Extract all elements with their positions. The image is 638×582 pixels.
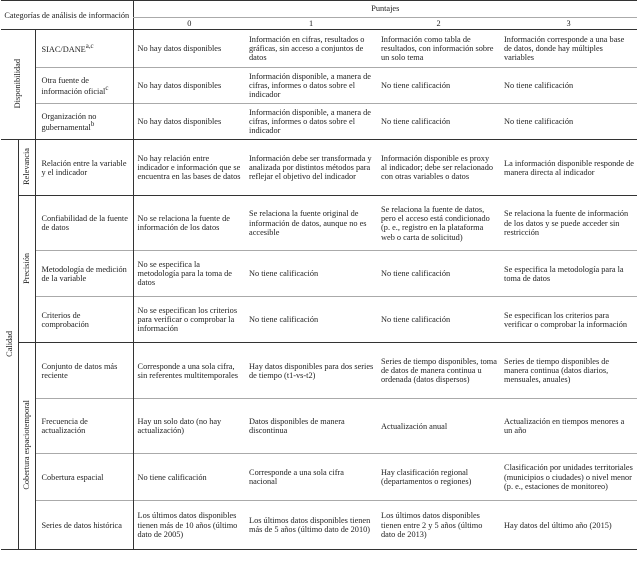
criterion-cell: Relación entre la variable y el indicador xyxy=(35,140,133,196)
score-cell: No tiene calificación xyxy=(504,117,574,127)
score-cell: Series de tiempo disponibles, toma de datos de manera continua u ordenada (datos dispersos) xyxy=(381,356,497,385)
score-cell: No tiene calificación xyxy=(381,117,451,127)
criterion-cell: Conjunto de datos más reciente xyxy=(35,343,133,399)
table-row xyxy=(1,196,637,251)
criterion-cell: Organización no gubernamental$^b$ xyxy=(35,104,133,140)
score-cell: Información en cifras, resultados o gráficas, sin acceso a conjuntos de datos xyxy=(249,34,365,63)
score-cell: Corresponde a una sola cifra, sin referentes multitemporales xyxy=(133,343,245,399)
score-cell: Se relaciona la fuente de información de los datos y se puede acceder sin restricción xyxy=(504,209,629,237)
criterion-cell: Criterios de comprobación xyxy=(35,297,133,343)
score-cell: Información disponible, a manera de cifras, informes o datos sobre el indicador xyxy=(249,107,371,136)
score-cell: No tiene calificación xyxy=(249,315,319,325)
score-cell: No se especifican los criterios para verificar o comprobar la información xyxy=(133,297,245,343)
score-1-header: 1 xyxy=(245,18,377,30)
score-cell: No se relaciona la fuente de información de los datos xyxy=(133,196,245,251)
criterion-cell: Series de datos histórica xyxy=(35,501,133,550)
criterion-cell: SIAC/DANE$^{a,c}$ xyxy=(35,30,133,68)
score-cell: Los últimos datos disponibles tienen entre 2 y 5 años (último dato de 2013) xyxy=(381,511,483,539)
score-2-header: 2 xyxy=(377,18,500,30)
score-cell: No tiene calificación xyxy=(249,269,319,279)
score-cell: No tiene calificación xyxy=(381,315,451,325)
score-cell: Información debe ser transformada y analizada por distintos métodos para reflejar el objetivo del indicador xyxy=(249,153,372,182)
score-cell: Información corresponde a una base de datos, donde hay múltiples variables xyxy=(504,34,625,63)
score-cell: Hay datos del último año (2015) xyxy=(504,520,612,530)
table-row xyxy=(1,501,637,550)
group-cobertura: Cobertura espaciotemporal xyxy=(18,343,35,550)
score-cell: Se especifican los criterios para verificar o comprobar la información xyxy=(504,310,628,329)
table-row xyxy=(1,399,637,454)
score-cell: No tiene calificación xyxy=(133,454,245,501)
group-disponibilidad: Disponibilidad xyxy=(1,30,35,140)
score-cell: La información disponible responde de manera directa al indicador xyxy=(504,158,634,177)
table-row xyxy=(1,140,637,196)
score-cell: No hay relación entre indicador e información que se encuentra en las bases de datos xyxy=(133,140,245,196)
criterion-cell: Otra fuente de información oficial$^c$ xyxy=(35,68,133,104)
score-cell: Hay un solo dato (no hay actualización) xyxy=(133,399,245,454)
score-cell: No tiene calificación xyxy=(381,81,451,91)
score-cell: Los últimos datos disponibles tienen más de 10 años (último dato de 2005) xyxy=(133,501,245,550)
table-row xyxy=(1,454,637,501)
categories-header: Categorías de análisis de información xyxy=(1,1,133,30)
score-cell: Se relaciona la fuente original de información de datos, aunque no es accesible xyxy=(249,209,367,237)
score-cell: No tiene calificación xyxy=(381,269,451,279)
criterion-cell: Confiabilidad de la fuente de datos xyxy=(35,196,133,251)
score-cell: Datos disponibles de manera discontinua xyxy=(249,417,345,436)
table-row xyxy=(1,68,637,104)
score-3-header: 3 xyxy=(500,18,637,30)
score-cell: Hay datos disponibles para dos series de tiempo (t1-vs-t2) xyxy=(249,361,374,380)
score-cell: Hay clasificación regional (departamentos o regiones) xyxy=(381,468,472,487)
scores-header: Puntajes xyxy=(133,1,637,18)
table-row xyxy=(1,104,637,140)
criterion-cell: Frecuencia de actualización xyxy=(35,399,133,454)
group-precision: Precisión xyxy=(18,196,35,343)
score-cell: No hay datos disponibles xyxy=(133,68,245,104)
score-cell: Se especifica la metodología para la toma de datos xyxy=(504,264,624,283)
score-cell: Información disponible es proxy al indicador; debe ser relacionado con otras variables o datos xyxy=(381,153,493,182)
criterion-cell: Cobertura espacial xyxy=(35,454,133,501)
table-row xyxy=(1,343,637,399)
score-cell: Actualización anual xyxy=(381,421,448,431)
score-cell: Los últimos datos disponibles tienen más de 5 años (último dato de 2010) xyxy=(249,516,371,535)
score-cell: Información como tabla de resultados, con información sobre un solo tema xyxy=(381,34,494,63)
score-0-header: 0 xyxy=(133,18,245,30)
score-cell: No se especifica la metodología para la toma de datos xyxy=(133,251,245,297)
table-row xyxy=(1,251,637,297)
score-cell: No hay datos disponibles xyxy=(133,30,245,68)
criterion-cell: Metodología de medición de la variable xyxy=(35,251,133,297)
score-cell: Series de tiempo disponibles de manera continua (datos diarios, mensuales, anuales) xyxy=(504,356,610,385)
table-row xyxy=(1,30,637,68)
group-relevancia: Relevancia xyxy=(18,140,35,196)
score-cell: Actualización en tiempos menores a un año xyxy=(504,417,625,436)
score-cell: No hay datos disponibles xyxy=(133,104,245,140)
score-cell: Se relaciona la fuente de datos, pero el acceso está condicionado (p. e., registro en la plataforma web o carta de solicitud) xyxy=(381,204,490,242)
group-calidad: Calidad xyxy=(1,140,18,550)
score-cell: Corresponde a una sola cifra nacional xyxy=(249,468,344,487)
table-row xyxy=(1,297,637,343)
scoring-table xyxy=(1,0,637,550)
score-cell: Clasificación por unidades territoriales (municipios o ciudades) o nivel menor (p. e., estaciones de monitoreo) xyxy=(504,463,633,491)
score-cell: No tiene calificación xyxy=(504,81,574,91)
score-cell: Información disponible, a manera de cifras, informes o datos sobre el indicador xyxy=(249,71,371,100)
